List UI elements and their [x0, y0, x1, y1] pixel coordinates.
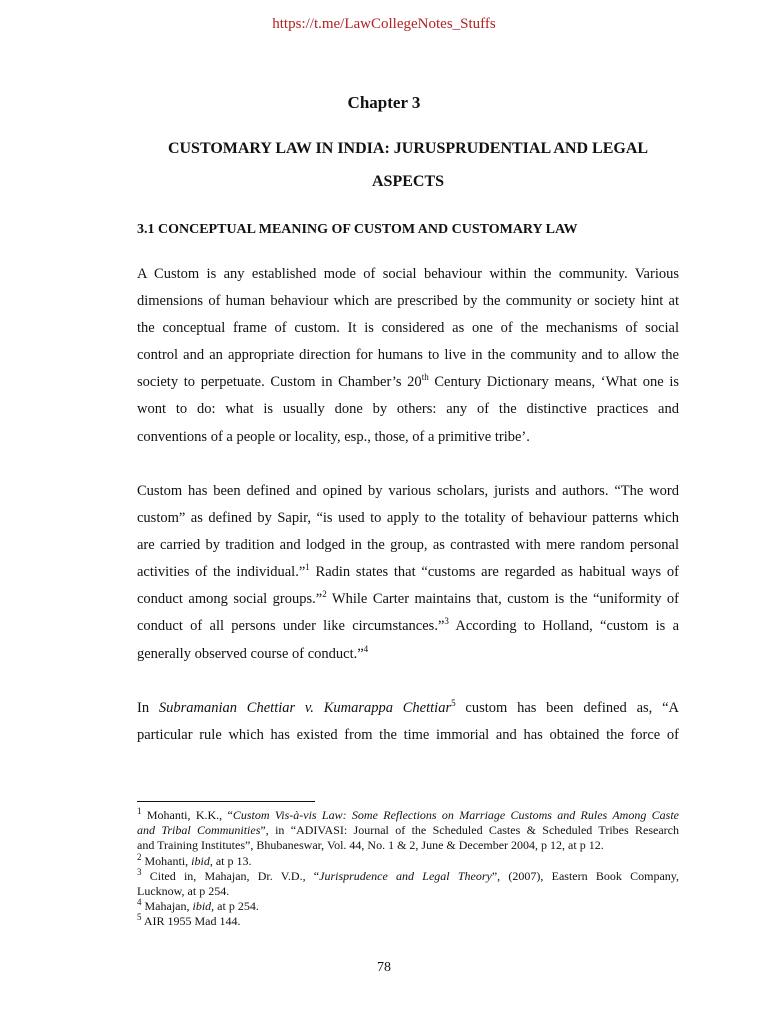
footnote-ref[interactable]: 3	[444, 616, 449, 627]
page-number: 78	[377, 960, 391, 975]
footnote-line	[137, 866, 679, 884]
chapter-title-line-2: ASPECTS	[371, 173, 445, 190]
text-run-italic: ibid	[192, 899, 212, 914]
text-run: ”, in “ADIVASI: Journal of the Scheduled Castes & Scheduled Tribes Research	[260, 823, 679, 838]
footnote-line	[137, 914, 679, 929]
text-line: A Custom is any established mode of social behaviour within the community. Various	[137, 266, 679, 282]
text-line: control and an appropriate direction for humans to live in the community and to allow the	[137, 347, 679, 364]
footnote-line: Lucknow, at p 254.	[137, 884, 230, 899]
footnote-number: 3	[137, 866, 142, 877]
text-run-italic: Jurisprudence and Legal Theory	[319, 868, 492, 883]
telegram-link[interactable]: https://t.me/LawCollegeNotes_Stuffs	[272, 16, 496, 32]
footnote-number: 1	[137, 806, 142, 816]
section-heading: 3.1 CONCEPTUAL MEANING OF CUSTOM AND CUSTOMARY LAW	[137, 222, 578, 237]
text-line	[137, 695, 679, 722]
footnote-ref[interactable]: 2	[322, 589, 327, 600]
text-line: are carried by tradition and lodged in the group, as contrasted with mere random personal	[137, 537, 679, 554]
text-line	[137, 369, 679, 396]
footnote-number: 4	[137, 897, 142, 908]
text-run: generally observed course of conduct.”	[137, 645, 364, 662]
footnote-1	[137, 808, 679, 854]
chapter-title	[137, 132, 679, 198]
footnote-line	[137, 823, 679, 838]
text-line	[137, 586, 679, 613]
footnote-number: 5	[137, 912, 142, 923]
text-run: Cited in, Mahajan, Dr. V.D., “	[141, 868, 320, 883]
text-run: In	[137, 700, 159, 716]
footnote-line	[137, 899, 679, 914]
text-run: activities of the individual.”	[137, 564, 306, 581]
text-run: society to perpetuate. Custom in Chamber’s 20	[137, 374, 422, 391]
text-run-italic: Custom Vis-à-vis Law: Some Reflections on Marriage Customs and Rules Among Caste	[232, 808, 679, 822]
text-run: Radin states that “customs are regarded as habitual ways of	[309, 564, 680, 581]
text-run: Mahajan,	[141, 899, 193, 914]
text-run: , at p 254.	[211, 899, 259, 914]
chapter-label: Chapter 3	[347, 93, 421, 112]
footnote-divider	[137, 801, 315, 802]
text-run: Mohanti,	[141, 853, 192, 868]
footnotes	[137, 808, 679, 930]
footnote-4	[137, 899, 679, 914]
text-run: Mohanti, K.K., “	[141, 808, 233, 822]
text-run: While Carter maintains that, custom is the “uniformity of	[326, 591, 680, 608]
case-name: Subramanian Chettiar v. Kumarappa Chettiar	[158, 700, 452, 716]
text-run: conduct among social groups.”	[137, 591, 323, 608]
footnote-ref[interactable]: 1	[305, 562, 310, 573]
text-line	[137, 559, 679, 586]
text-run: AIR 1955 Mad 144.	[141, 914, 241, 929]
text-line: particular rule which has existed from the time immorial and has obtained the force of	[137, 727, 679, 744]
text-line: the conceptual frame of custom. It is considered as one of the mechanisms of social	[137, 320, 679, 337]
footnote-3	[137, 866, 679, 899]
footnote-number: 2	[137, 851, 142, 862]
footnote-ref[interactable]: 4	[363, 643, 369, 654]
footnote-2	[137, 851, 679, 869]
text-line: dimensions of human behaviour which are prescribed by the community or society hint at	[137, 293, 679, 310]
text-run: ”, (2007), Eastern Book Company,	[491, 868, 679, 883]
text-line	[137, 641, 679, 668]
text-run: , at p 13.	[209, 853, 252, 868]
text-run: According to Holland, “custom is a	[448, 618, 680, 635]
text-line: wont to do: what is usually done by others: any of the distinctive practices and	[137, 401, 679, 418]
text-line: custom” as defined by Sapir, “is used to apply to the totality of behaviour patterns which	[137, 510, 679, 527]
text-line	[137, 613, 679, 640]
footnote-ref[interactable]: 5	[451, 698, 456, 709]
superscript: th	[421, 372, 429, 383]
text-run-italic: ibid	[191, 853, 210, 868]
text-line: conventions of a people or locality, esp., those, of a primitive tribe’.	[137, 428, 530, 445]
text-run: conduct of all persons under like circumstances.”	[137, 618, 445, 635]
text-run: Century Dictionary means, ‘What one is	[428, 374, 679, 391]
paragraph-2	[137, 478, 679, 668]
footnote-line	[137, 808, 679, 823]
footnote-line: and Training Institutes”, Bhubaneswar, Vol. 44, No. 1 & 2, June & December 2004, p 12, at p 12.	[137, 838, 604, 853]
paragraph-1	[137, 261, 679, 451]
chapter-title-line-1: CUSTOMARY LAW IN INDIA: JURUSPRUDENTIAL AND LEGAL	[167, 140, 649, 157]
paragraph-3	[137, 695, 679, 749]
text-run: custom has been defined as, “A	[455, 700, 679, 716]
footnote-5	[137, 914, 679, 929]
text-run-italic: and Tribal Communities	[137, 823, 261, 838]
text-line: Custom has been defined and opined by various scholars, jurists and authors. “The word	[137, 483, 679, 499]
footnote-line	[137, 851, 679, 869]
